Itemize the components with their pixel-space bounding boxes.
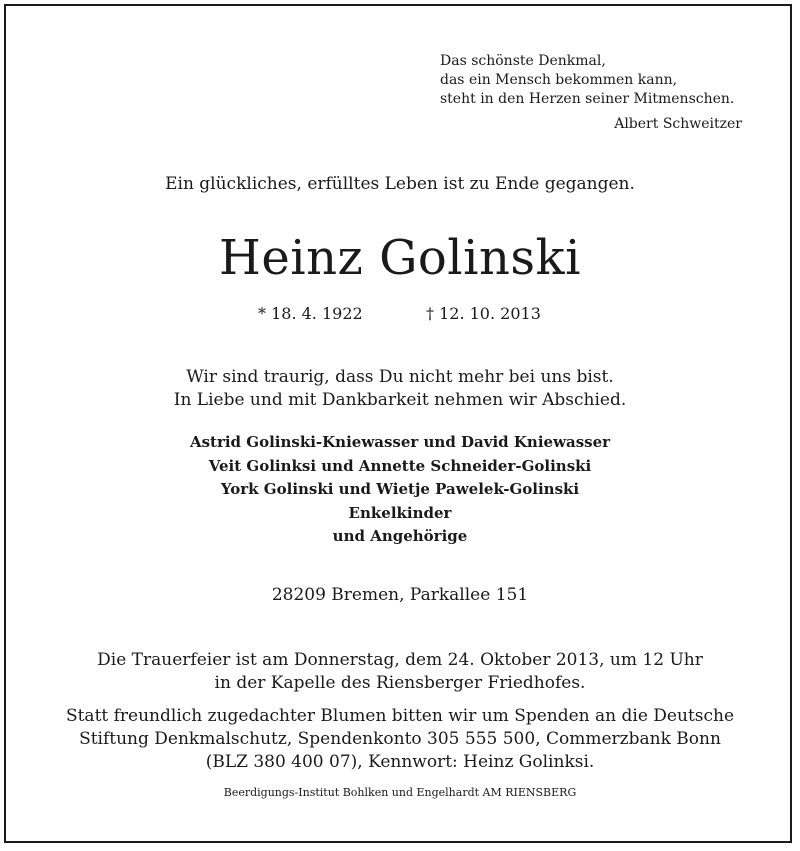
quote-line: steht in den Herzen seiner Mitmenschen. <box>440 91 735 107</box>
quote-author: Albert Schweitzer <box>614 116 742 132</box>
mourner-line: Enkelkinder <box>348 503 452 522</box>
mourner-line: York Golinski und Wietje Pawelek-Golinski <box>220 480 580 498</box>
quote-line: das ein Mensch bekommen kann, <box>440 72 678 88</box>
donation-line: Statt freundlich zugedachter Blumen bitten wir um Spenden an die Deutsche <box>65 706 735 726</box>
address: 28209 Bremen, Parkallee 151 <box>271 585 529 605</box>
mourners-list <box>0 431 800 549</box>
mourner-line: und Angehörige <box>332 527 468 545</box>
funeral-home: Beerdigungs-Institut Bohlken und Engelhardt AM RIENSBERG <box>223 786 577 799</box>
message-line: Wir sind traurig, dass Du nicht mehr bei uns bist. <box>186 367 614 387</box>
ceremony-line: in der Kapelle des Riensberger Friedhofes. <box>214 673 586 693</box>
donation-line: Stiftung Denkmalschutz, Spendenkonto 305 555 500, Commerzbank Bonn <box>79 729 721 749</box>
deceased-name: Heinz Golinski <box>218 230 581 286</box>
mourner-line: Veit Golinksi und Annette Schneider-Golinski <box>208 456 592 475</box>
quote-text <box>440 52 740 109</box>
donation-line: (BLZ 380 400 07), Kennwort: Heinz Golinksi. <box>205 752 595 772</box>
quote-line: Das schönste Denkmal, <box>440 53 606 69</box>
donation-request <box>0 705 800 774</box>
mourner-line: Astrid Golinski-Kniewasser und David Kniewasser <box>189 433 611 451</box>
intro-text: Ein glückliches, erfülltes Leben ist zu Ende gegangen. <box>165 174 635 194</box>
ceremony-line: Die Trauerfeier ist am Donnerstag, dem 24. Oktober 2013, um 12 Uhr <box>97 650 703 670</box>
ceremony-info <box>0 649 800 695</box>
birth-date: * 18. 4. 1922 <box>258 304 363 323</box>
farewell-message <box>0 366 800 412</box>
message-line: In Liebe und mit Dankbarkeit nehmen wir Abschied. <box>173 390 627 410</box>
death-date: † 12. 10. 2013 <box>426 304 541 323</box>
